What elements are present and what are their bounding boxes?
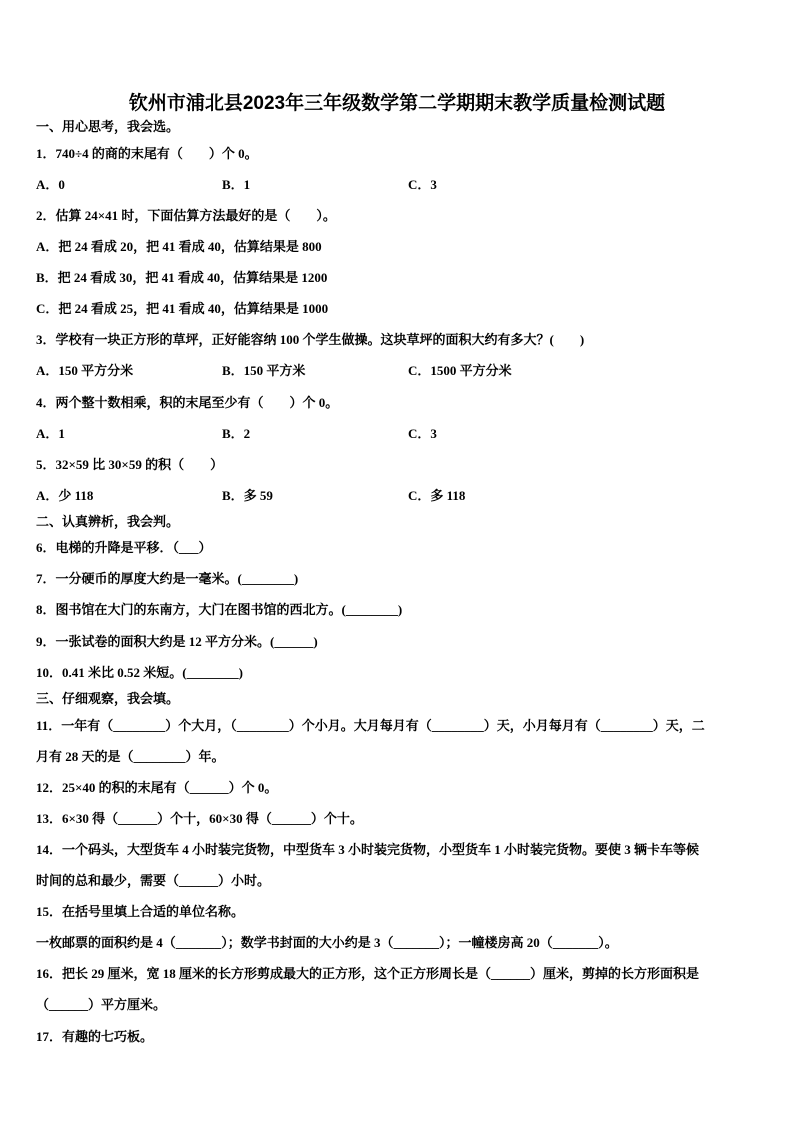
question-9: 9．一张试卷的面积大约是 12 平方分米。(______)	[36, 634, 318, 649]
option-c: C．3	[408, 426, 437, 441]
question-8: 8．图书馆在大门的东南方，大门在图书馆的西北方。(________)	[36, 602, 403, 617]
question-11-cont: 月有 28 天的是（________）年。	[36, 749, 225, 764]
option-b: B．把 24 看成 30，把 41 看成 40，估算结果是 1200	[36, 270, 328, 285]
page-title: 钦州市浦北县2023年三年级数学第二学期期末教学质量检测试题	[128, 93, 666, 114]
question-13: 13．6×30 得（______）个十，60×30 得（______）个十。	[36, 811, 363, 826]
question-17: 17．有趣的七巧板。	[36, 1029, 154, 1044]
question-4: 4．两个整十数相乘，积的末尾至少有（ ）个 0。	[36, 395, 339, 410]
question-10: 10．0.41 米比 0.52 米短。(________)	[36, 665, 243, 680]
question-15-cont: 一枚邮票的面积约是 4（_______）；数学书封面的大小约是 3（_______）；一幢楼房高 20（_______）。	[36, 935, 618, 950]
question-2: 2．估算 24×41 时，下面估算方法最好的是（ ）。	[36, 208, 336, 223]
question-16: 16．把长 29 厘米，宽 18 厘米的长方形剪成最大的正方形，这个正方形周长是（______）厘米，剪掉的长方形面积是	[36, 966, 700, 981]
question-3: 3．学校有一块正方形的草坪，正好能容纳 100 个学生做操。这块草坪的面积大约有多大？( )	[36, 332, 585, 347]
question-7: 7．一分硬币的厚度大约是一毫米。(________)	[36, 571, 299, 586]
option-b: B．150 平方米	[222, 363, 306, 378]
option-c: C．3	[408, 177, 437, 192]
question-12: 12．25×40 的积的末尾有（______）个 0。	[36, 780, 278, 795]
option-a: A．150 平方分米	[36, 363, 134, 378]
question-5: 5．32×59 比 30×59 的积（ ）	[36, 457, 224, 472]
option-b: B．1	[222, 177, 251, 192]
question-14-cont: 时间的总和最少，需要（______）小时。	[36, 873, 271, 888]
option-a: A．0	[36, 177, 65, 192]
option-c: C．把 24 看成 25，把 41 看成 40，估算结果是 1000	[36, 301, 329, 316]
option-c: C．多 118	[408, 488, 466, 503]
option-b: B．2	[222, 426, 251, 441]
question-14: 14．一个码头，大型货车 4 小时装完货物，中型货车 3 小时装完货物，小型货车 1 小时装完货物。要使 3 辆卡车等候	[36, 842, 700, 857]
option-c: C．1500 平方分米	[408, 363, 512, 378]
option-a: A．少 118	[36, 488, 94, 503]
question-11: 11．一年有（________）个大月，（________）个小月。大月每月有（________）天，小月每月有（________）天，二	[36, 718, 705, 733]
question-1: 1．740÷4 的商的末尾有（ ）个 0。	[36, 146, 258, 161]
option-a: A．把 24 看成 20，把 41 看成 40，估算结果是 800	[36, 239, 322, 254]
question-16-cont: （______）平方厘米。	[36, 997, 167, 1012]
section-heading: 一、用心思考，我会选。	[36, 119, 180, 134]
question-15: 15．在括号里填上合适的单位名称。	[36, 904, 245, 919]
option-a: A．1	[36, 426, 65, 441]
section-heading: 二、认真辨析，我会判。	[36, 514, 180, 529]
question-6: 6．电梯的升降是平移．（___）	[36, 540, 212, 555]
option-b: B．多 59	[222, 488, 273, 503]
section-heading: 三、仔细观察，我会填。	[36, 691, 180, 706]
